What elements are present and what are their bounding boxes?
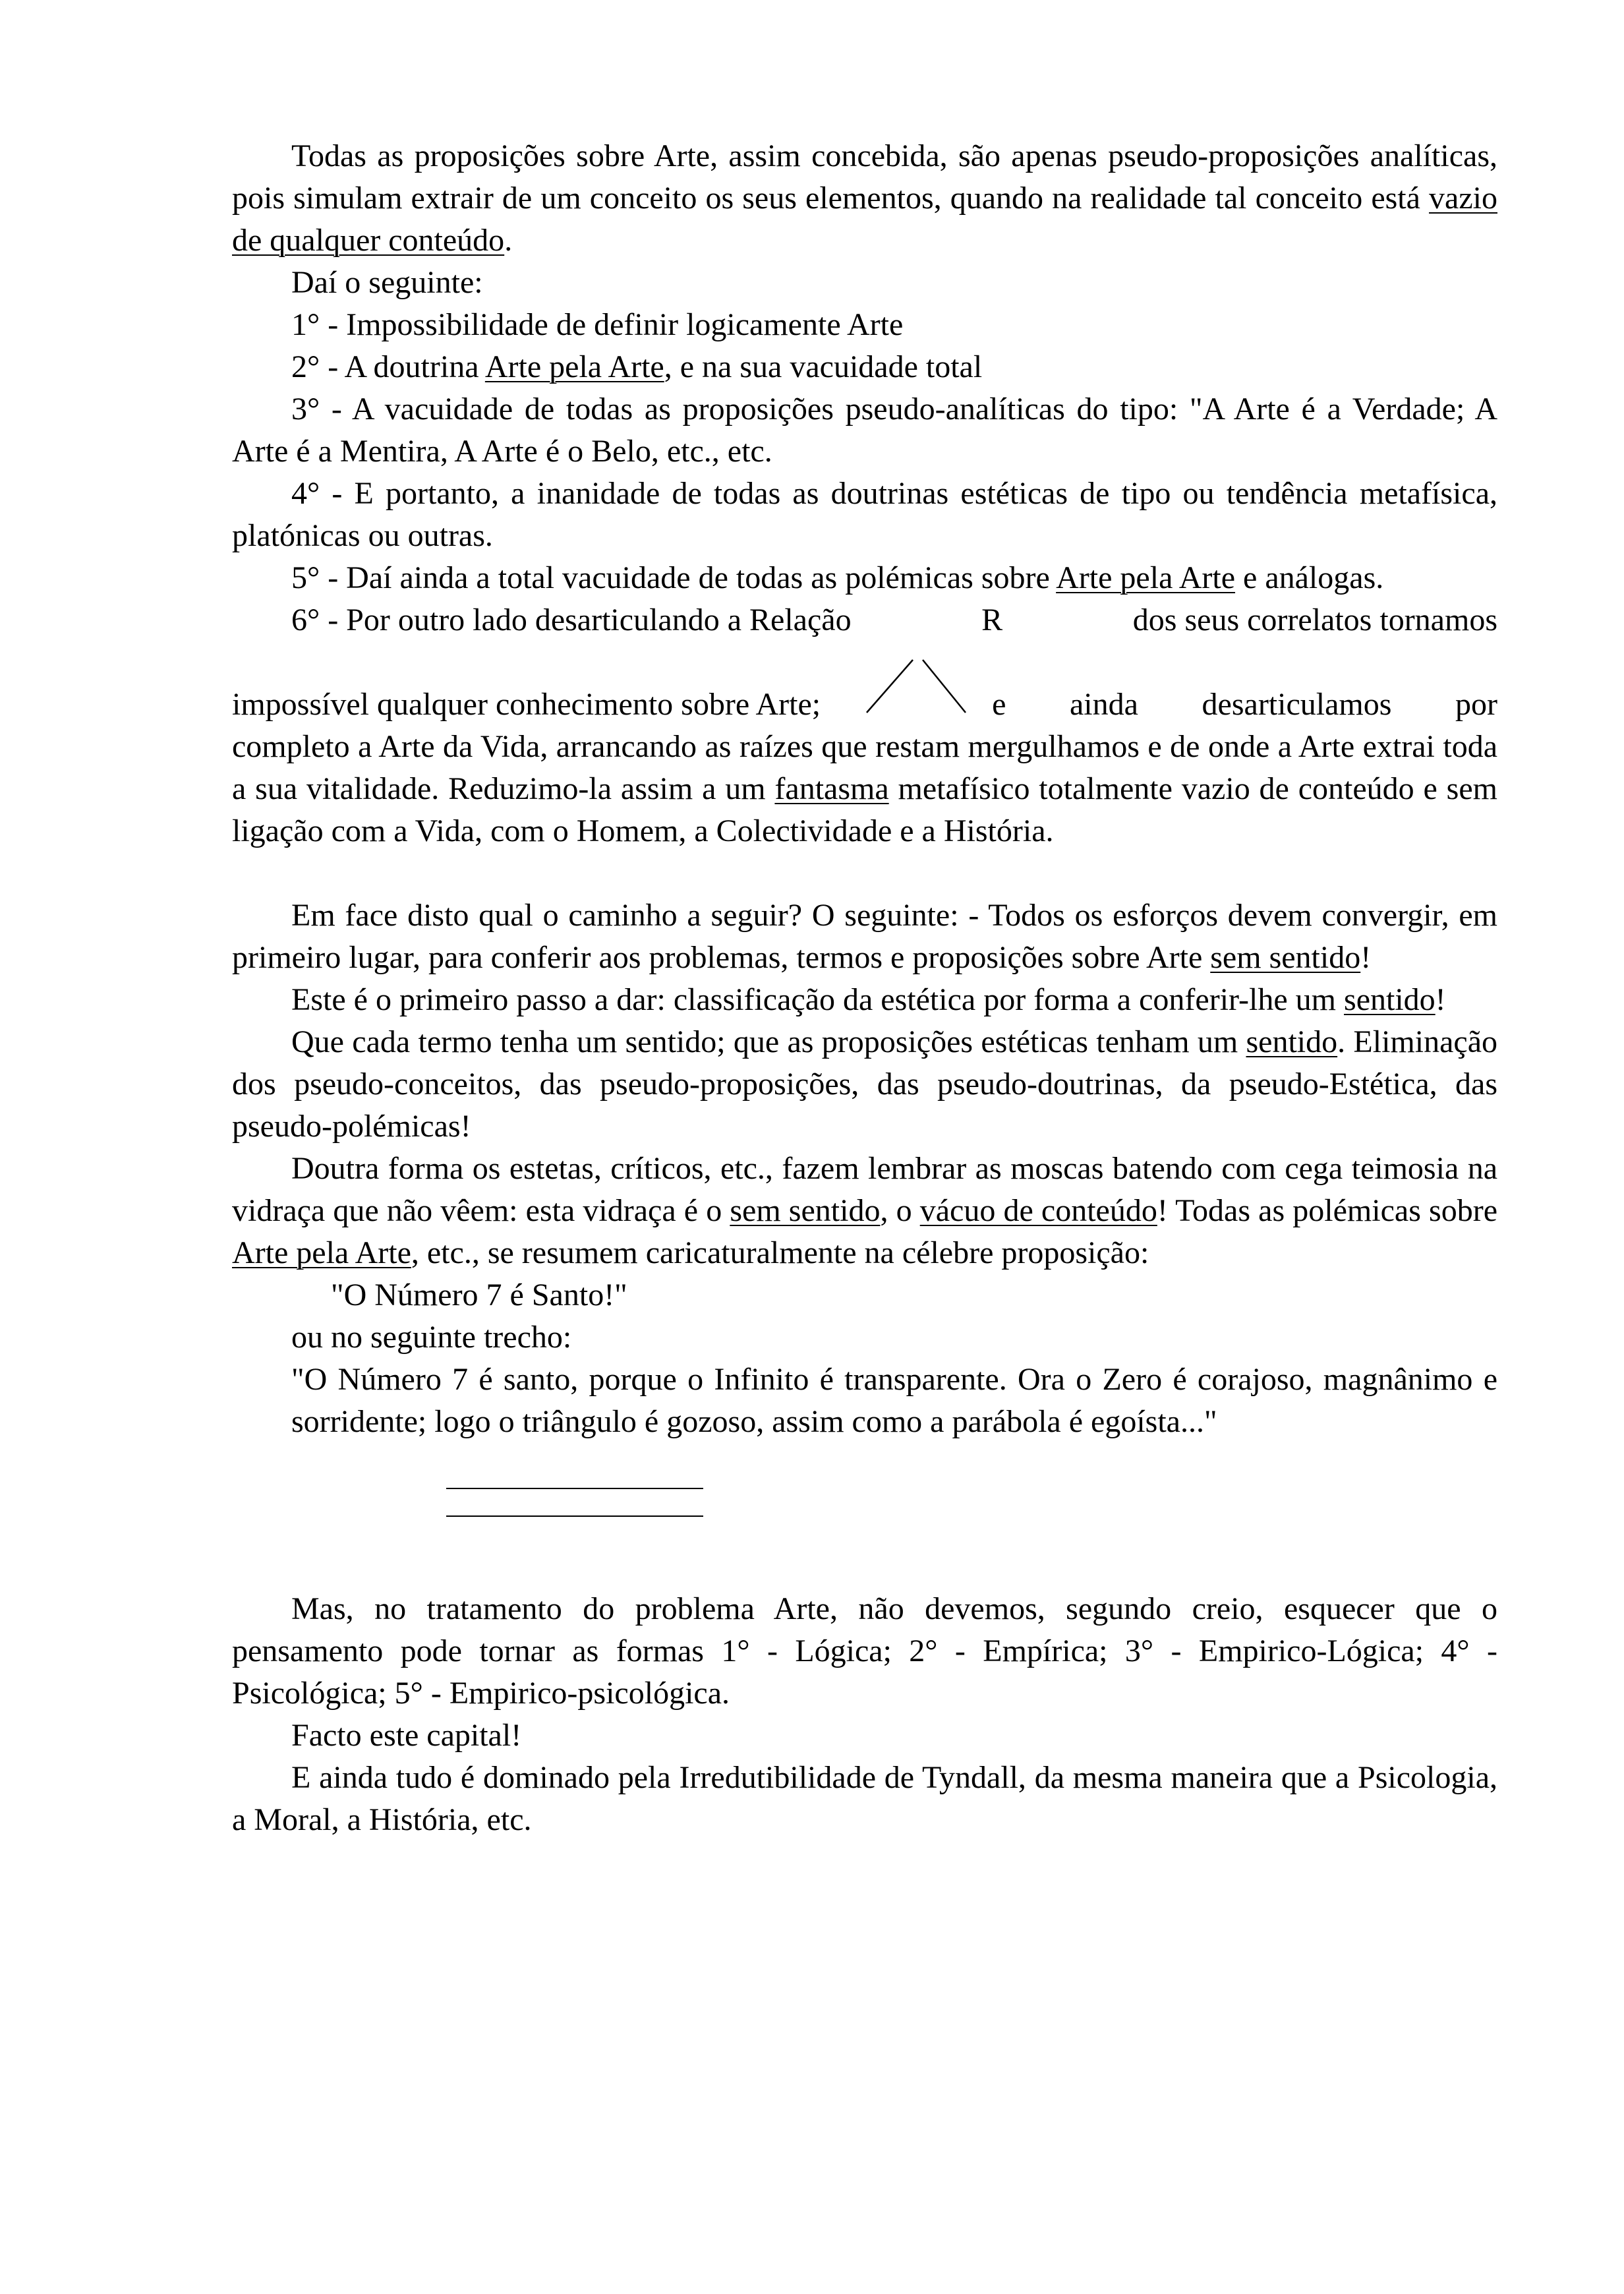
paragraph-tratamento: Mas, no tratamento do problema Arte, não devemos, segundo creio, esquecer que o pensamento pode tornar as formas 1° - Lógica; 2° - Empírica; 3° - Empirico-Lógica; 4° - Psicológica; 5° - Empirico-psicológica. xyxy=(232,1591,1497,1711)
text-span: , etc., se resumem caricaturalmente na célebre proposição: xyxy=(411,1235,1149,1270)
underlined-text: Arte pela Arte xyxy=(1056,560,1236,595)
document-page xyxy=(232,135,1497,1841)
spacer xyxy=(232,852,1497,895)
relation-symbol: R xyxy=(981,603,1003,637)
relation-branch-diagram xyxy=(847,655,979,726)
divider-line-bottom xyxy=(446,1515,703,1517)
underlined-text: fantasma xyxy=(774,771,889,806)
text-span: e ainda desarticulamos por xyxy=(992,687,1497,722)
text-span: impossível qualquer conhecimento sobre Arte; xyxy=(232,687,821,722)
underlined-text: vazio de qualquer conteúdo xyxy=(232,181,1497,258)
underlined-text: sentido xyxy=(1344,982,1436,1017)
text-span: . xyxy=(504,223,513,258)
text-span: , o xyxy=(880,1193,920,1228)
text-span: completo a Arte da Vida, arrancando as raízes que restam mergulhamos e de onde a Arte extrai toda a sua vitalidade. Reduzimo-la assim a um xyxy=(232,729,1497,806)
paragraph-tyndall: E ainda tudo é dominado pela Irredutibilidade de Tyndall, da mesma maneira que a Psicologia, a Moral, a História, etc. xyxy=(232,1760,1497,1837)
list-item-1: 1° - Impossibilidade de definir logicamente Arte xyxy=(291,307,904,342)
list-item-2 xyxy=(232,346,1497,388)
paragraph-primeiro-passo xyxy=(232,979,1497,1021)
list-item-3: 3° - A vacuidade de todas as proposições pseudo-analíticas do tipo: "A Arte é a Verdade; A Arte é a Mentira, A Arte é o Belo, etc., etc. xyxy=(232,392,1497,469)
paragraph-moscas xyxy=(232,1148,1497,1274)
quote-numero-7: "O Número 7 é Santo!" xyxy=(331,1278,627,1312)
divider-line-top xyxy=(446,1488,703,1489)
spacer xyxy=(232,1529,1497,1588)
list-item-6-line-1 xyxy=(232,599,1497,641)
right-branch-line xyxy=(923,660,966,713)
text-span: Que cada termo tenha um sentido; que as proposições estéticas tenham um xyxy=(291,1024,1246,1059)
text-span: 5° - Daí ainda a total vacuidade de todas as polémicas sobre xyxy=(291,560,1057,595)
text-span: ! xyxy=(1435,982,1446,1017)
paragraph-facto: Facto este capital! xyxy=(291,1718,522,1753)
paragraph-daí: Daí o seguinte: xyxy=(291,265,483,300)
text-span: Doutra forma os estetas, críticos, etc., fazem lembrar as moscas batendo com cega teimosia na vidraça que não vêem: esta vidraça é o xyxy=(232,1151,1497,1228)
text-span: 2° - A doutrina xyxy=(291,349,485,384)
list-item-6-line-2 xyxy=(232,641,1497,726)
underlined-text: vácuo de conteúdo xyxy=(919,1193,1157,1228)
text-span: ! xyxy=(1360,940,1372,975)
underlined-text: sem sentido xyxy=(1210,940,1361,975)
text-span: metafísico totalmente vazio de conteúdo e sem ligação com a Vida, com o Homem, a Colectividade e a História. xyxy=(232,771,1497,848)
text-span: . Eliminação dos pseudo-conceitos, das pseudo-proposições, das pseudo-doutrinas, da pseudo-Estética, das pseudo-polémicas! xyxy=(232,1024,1497,1144)
text-span: dos seus correlatos tornamos xyxy=(1132,603,1497,637)
list-item-5 xyxy=(232,557,1497,599)
quote-trecho: "O Número 7 é santo, porque o Infinito é transparente. Ora o Zero é corajoso, magnânimo e sorridente; logo o triângulo é gozoso, assim como a parábola é egoísta..." xyxy=(291,1362,1497,1439)
paragraph-cada-termo xyxy=(232,1021,1497,1148)
underlined-text: sem sentido xyxy=(730,1193,881,1228)
section-divider xyxy=(232,1443,1497,1529)
left-branch-line xyxy=(867,660,913,713)
underlined-text: Arte pela Arte xyxy=(232,1235,411,1270)
list-item-6-continuation xyxy=(232,726,1497,852)
paragraph-intro xyxy=(232,135,1497,262)
text-span: Este é o primeiro passo a dar: classificação da estética por forma a conferir-lhe um xyxy=(291,982,1345,1017)
list-item-4: 4° - E portanto, a inanidade de todas as doutrinas estéticas de tipo ou tendência metafísica, platónicas ou outras. xyxy=(232,476,1497,553)
underlined-text: sentido xyxy=(1246,1024,1338,1059)
text-span: e análogas. xyxy=(1235,560,1384,595)
text-span: 6° - Por outro lado desarticulando a Relação xyxy=(291,603,852,637)
underlined-text: Arte pela Arte xyxy=(484,349,664,384)
quote-intro: ou no seguinte trecho: xyxy=(291,1320,572,1355)
text-span: Todas as proposições sobre Arte, assim concebida, são apenas pseudo-proposições analíticas, pois simulam extrair de um conceito os seus elementos, quando na realidade tal conceito está xyxy=(232,138,1497,216)
text-span: Em face disto qual o caminho a seguir? O seguinte: - Todos os esforços devem convergir, em primeiro lugar, para conferir aos problemas, termos e proposições sobre Arte xyxy=(232,898,1497,975)
text-span: , e na sua vacuidade total xyxy=(664,349,983,384)
text-span: ! Todas as polémicas sobre xyxy=(1157,1193,1497,1228)
paragraph-caminho xyxy=(232,895,1497,979)
